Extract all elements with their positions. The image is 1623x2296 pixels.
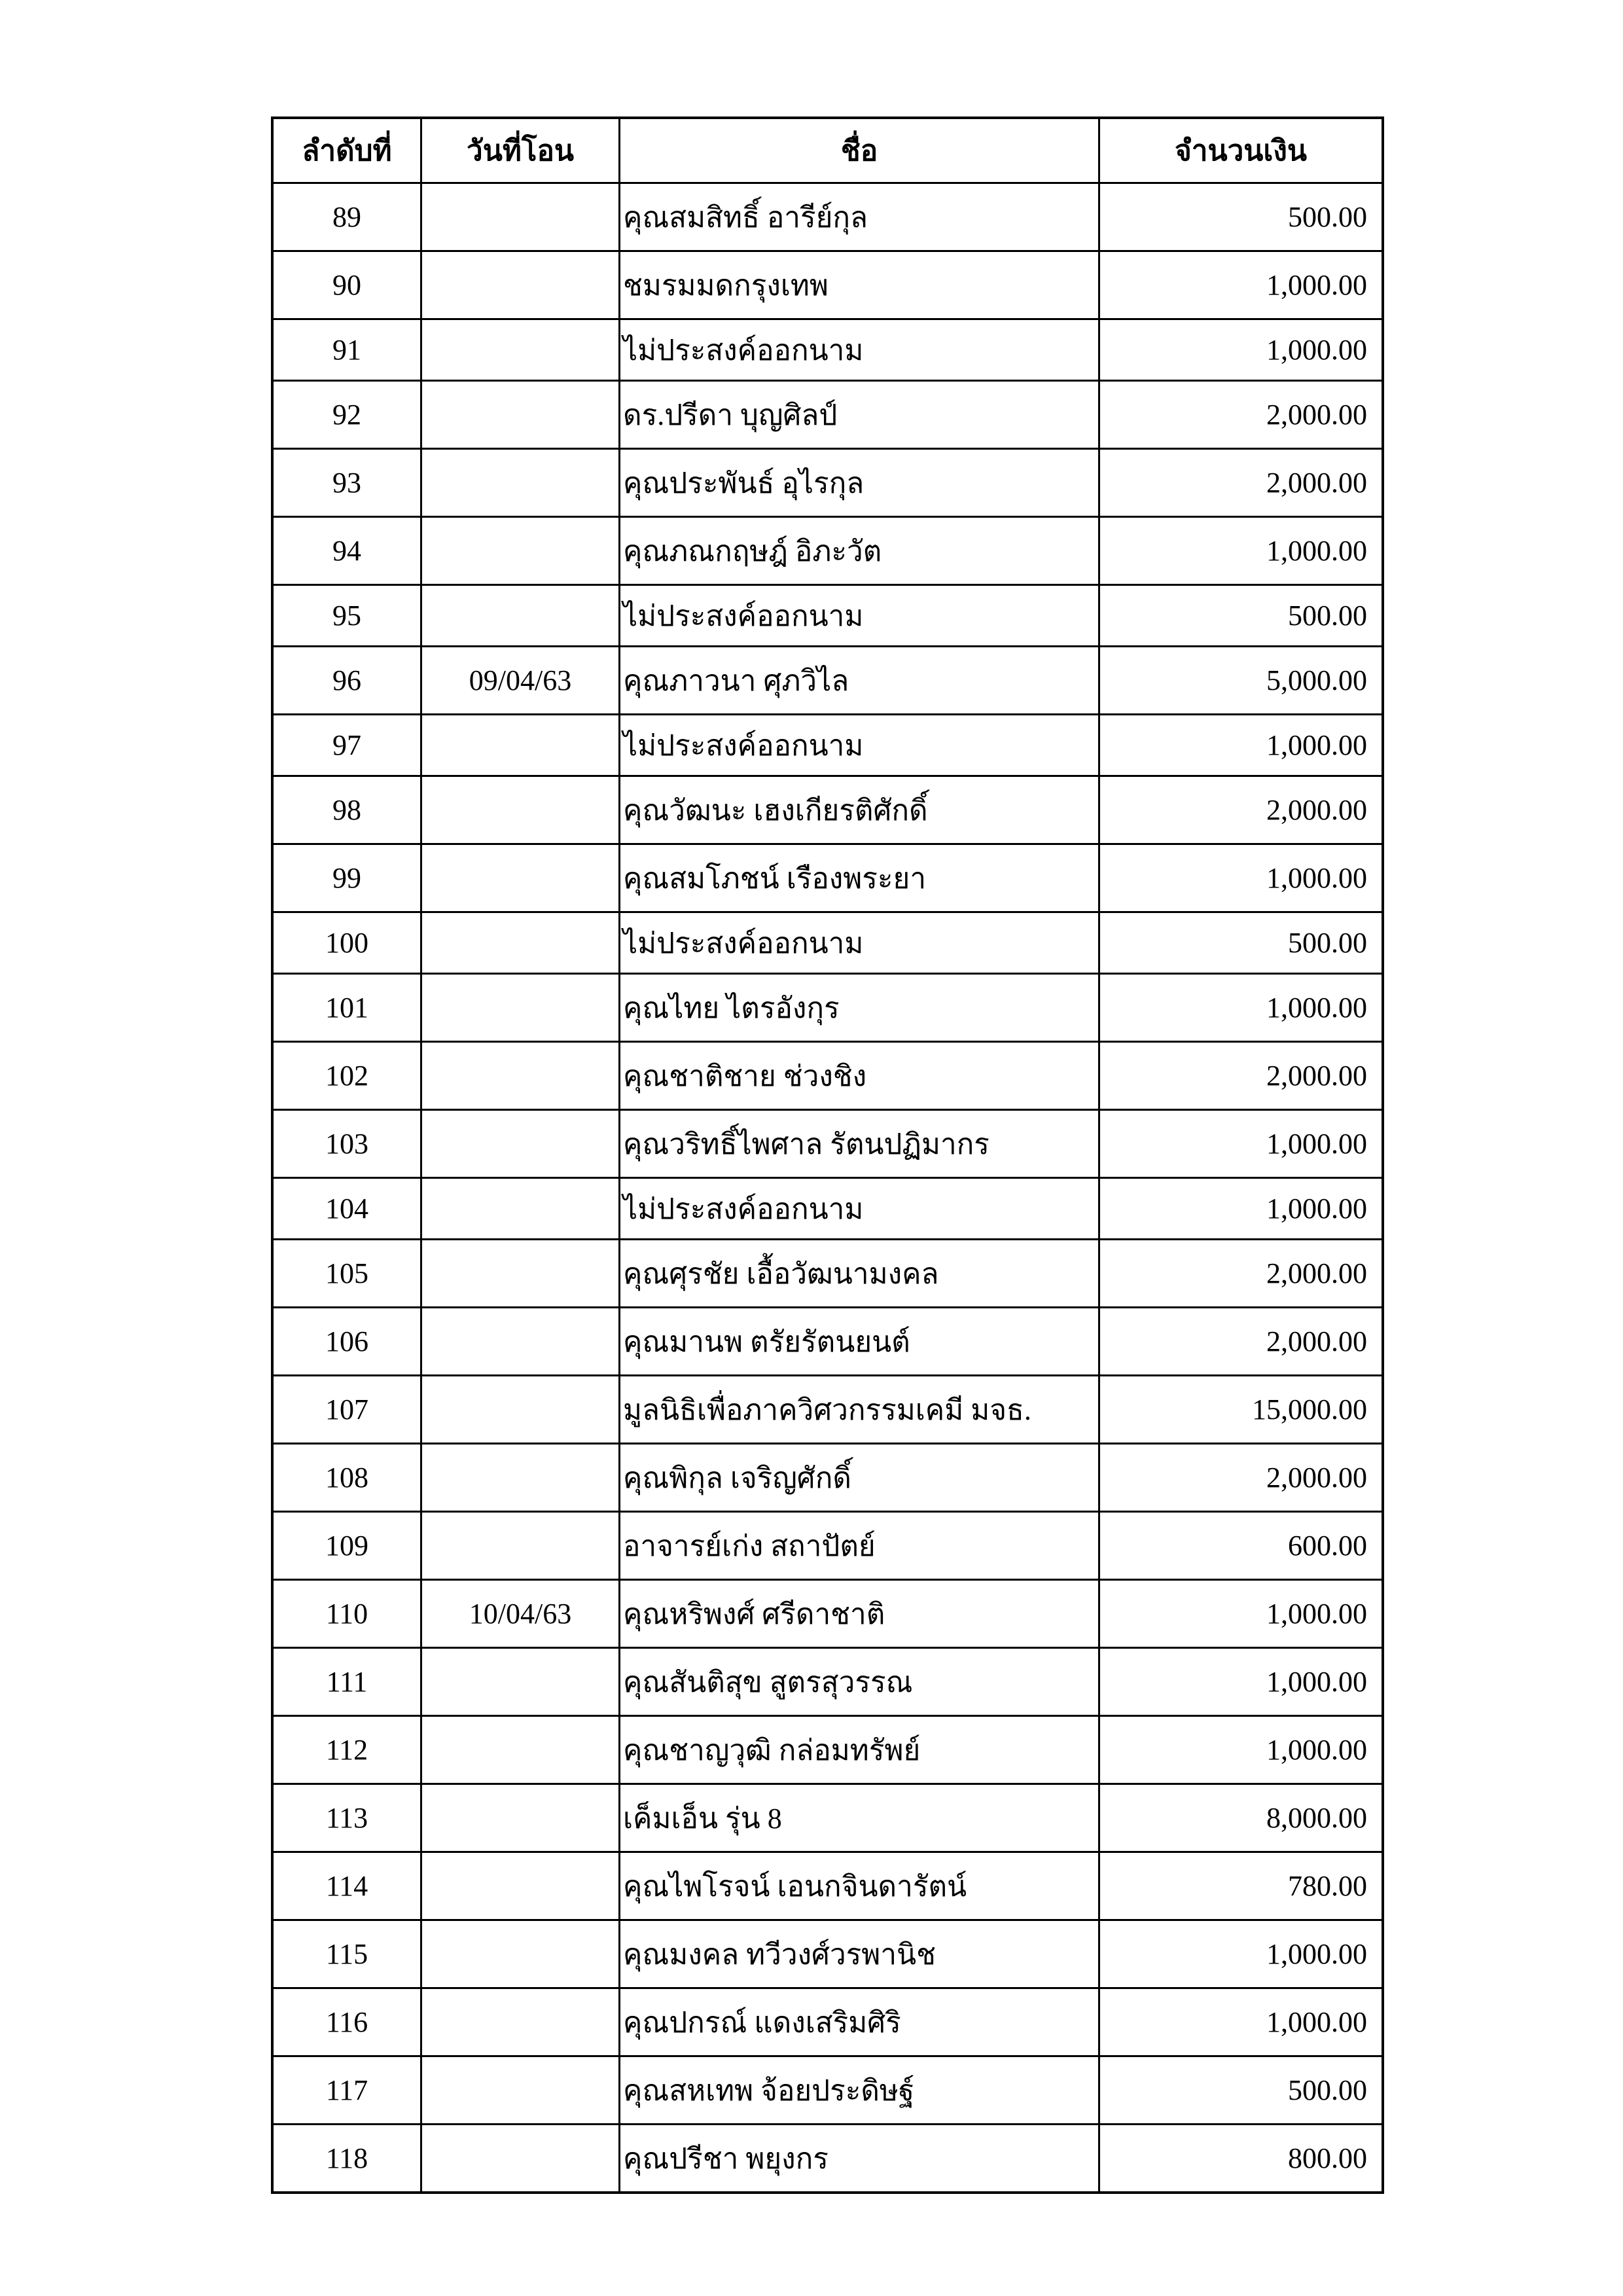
row-transfer-date <box>421 1988 620 2056</box>
row-donor-name: คุณมานพ ตรัยรัตนยนต์ <box>620 1308 1099 1376</box>
row-donor-name: คุณศุรชัย เอื้อวัฒนามงคล <box>620 1240 1099 1308</box>
row-donor-name: เค็มเอ็น รุ่น 8 <box>620 1784 1099 1852</box>
row-sequence-number: 103 <box>272 1110 421 1178</box>
table-row <box>272 517 1383 585</box>
table-row <box>272 1580 1383 1648</box>
row-transfer-date <box>421 1852 620 1920</box>
row-sequence-number: 93 <box>272 449 421 517</box>
row-sequence-number: 107 <box>272 1376 421 1444</box>
table-row <box>272 974 1383 1042</box>
row-amount: 1,000.00 <box>1099 1988 1383 2056</box>
table-row <box>272 449 1383 517</box>
row-amount: 1,000.00 <box>1099 715 1383 776</box>
header-transfer-date: วันที่โอน <box>421 118 620 183</box>
row-sequence-number: 98 <box>272 776 421 844</box>
row-transfer-date <box>421 585 620 647</box>
row-amount: 1,000.00 <box>1099 251 1383 319</box>
row-amount: 800.00 <box>1099 2125 1383 2193</box>
table-row <box>272 1716 1383 1784</box>
row-transfer-date <box>421 381 620 449</box>
row-amount: 1,000.00 <box>1099 1580 1383 1648</box>
row-sequence-number: 89 <box>272 183 421 251</box>
row-amount: 1,000.00 <box>1099 1178 1383 1240</box>
row-sequence-number: 101 <box>272 974 421 1042</box>
row-amount: 1,000.00 <box>1099 974 1383 1042</box>
row-sequence-number: 118 <box>272 2125 421 2193</box>
row-donor-name: คุณประพันธ์ อุไรกุล <box>620 449 1099 517</box>
table-row <box>272 1110 1383 1178</box>
row-donor-name: คุณวริทธิ์ไพศาล รัตนปฏิมากร <box>620 1110 1099 1178</box>
row-transfer-date <box>421 912 620 974</box>
table-row <box>272 1648 1383 1716</box>
table-row <box>272 2056 1383 2125</box>
table-row <box>272 1852 1383 1920</box>
row-transfer-date <box>421 1240 620 1308</box>
row-sequence-number: 110 <box>272 1580 421 1648</box>
row-donor-name: คุณหริพงศ์ ศรีดาชาติ <box>620 1580 1099 1648</box>
row-amount: 2,000.00 <box>1099 776 1383 844</box>
row-donor-name: คุณชาญวุฒิ กล่อมทรัพย์ <box>620 1716 1099 1784</box>
row-amount: 1,000.00 <box>1099 1716 1383 1784</box>
row-donor-name: อาจารย์เก่ง สถาปัตย์ <box>620 1512 1099 1580</box>
row-sequence-number: 115 <box>272 1920 421 1988</box>
row-amount: 1,000.00 <box>1099 1110 1383 1178</box>
row-transfer-date <box>421 1178 620 1240</box>
row-amount: 8,000.00 <box>1099 1784 1383 1852</box>
table-header-row <box>272 118 1383 183</box>
row-transfer-date <box>421 251 620 319</box>
row-transfer-date: 09/04/63 <box>421 647 620 715</box>
row-amount: 780.00 <box>1099 1852 1383 1920</box>
row-sequence-number: 104 <box>272 1178 421 1240</box>
table-row <box>272 715 1383 776</box>
row-transfer-date <box>421 1512 620 1580</box>
row-sequence-number: 105 <box>272 1240 421 1308</box>
row-amount: 15,000.00 <box>1099 1376 1383 1444</box>
row-sequence-number: 106 <box>272 1308 421 1376</box>
row-transfer-date <box>421 1042 620 1110</box>
row-sequence-number: 102 <box>272 1042 421 1110</box>
row-transfer-date <box>421 1110 620 1178</box>
row-transfer-date <box>421 1648 620 1716</box>
table-row <box>272 912 1383 974</box>
row-transfer-date <box>421 2125 620 2193</box>
row-amount: 2,000.00 <box>1099 1240 1383 1308</box>
row-sequence-number: 109 <box>272 1512 421 1580</box>
table-row <box>272 1784 1383 1852</box>
table-row <box>272 1178 1383 1240</box>
row-sequence-number: 113 <box>272 1784 421 1852</box>
row-donor-name: คุณสมสิทธิ์ อารีย์กุล <box>620 183 1099 251</box>
row-sequence-number: 97 <box>272 715 421 776</box>
row-transfer-date <box>421 974 620 1042</box>
row-transfer-date <box>421 183 620 251</box>
row-amount: 5,000.00 <box>1099 647 1383 715</box>
row-transfer-date <box>421 319 620 381</box>
row-sequence-number: 90 <box>272 251 421 319</box>
donation-table <box>271 117 1384 2194</box>
row-transfer-date <box>421 2056 620 2125</box>
table-row <box>272 647 1383 715</box>
row-amount: 2,000.00 <box>1099 1308 1383 1376</box>
row-amount: 1,000.00 <box>1099 1920 1383 1988</box>
row-sequence-number: 100 <box>272 912 421 974</box>
header-sequence-number: ลำดับที่ <box>272 118 421 183</box>
table-row <box>272 776 1383 844</box>
row-transfer-date <box>421 1444 620 1512</box>
table-row <box>272 1988 1383 2056</box>
row-transfer-date <box>421 1716 620 1784</box>
row-donor-name: ไม่ประสงค์ออกนาม <box>620 912 1099 974</box>
table-row <box>272 2125 1383 2193</box>
row-donor-name: คุณสมโภชน์ เรืองพระยา <box>620 844 1099 912</box>
row-transfer-date <box>421 776 620 844</box>
row-sequence-number: 92 <box>272 381 421 449</box>
row-donor-name: คุณสหเทพ จ้อยประดิษฐ์ <box>620 2056 1099 2125</box>
row-sequence-number: 116 <box>272 1988 421 2056</box>
row-donor-name: ไม่ประสงค์ออกนาม <box>620 585 1099 647</box>
row-donor-name: ไม่ประสงค์ออกนาม <box>620 1178 1099 1240</box>
table-row <box>272 1920 1383 1988</box>
row-sequence-number: 99 <box>272 844 421 912</box>
row-amount: 2,000.00 <box>1099 1444 1383 1512</box>
row-sequence-number: 94 <box>272 517 421 585</box>
table-body <box>272 183 1383 2193</box>
row-donor-name: คุณวัฒนะ เฮงเกียรติศักดิ์ <box>620 776 1099 844</box>
row-amount: 2,000.00 <box>1099 449 1383 517</box>
row-transfer-date <box>421 1308 620 1376</box>
table-row <box>272 1042 1383 1110</box>
row-donor-name: คุณไพโรจน์ เอนกจินดารัตน์ <box>620 1852 1099 1920</box>
row-donor-name: คุณพิกุล เจริญศักดิ์ <box>620 1444 1099 1512</box>
row-donor-name: คุณสันติสุข สูตรสุวรรณ <box>620 1648 1099 1716</box>
row-transfer-date <box>421 1920 620 1988</box>
row-donor-name: ไม่ประสงค์ออกนาม <box>620 319 1099 381</box>
row-transfer-date <box>421 1784 620 1852</box>
table-row <box>272 585 1383 647</box>
table-row <box>272 251 1383 319</box>
row-sequence-number: 111 <box>272 1648 421 1716</box>
row-donor-name: คุณภณกฤษฎ์ อิภะวัต <box>620 517 1099 585</box>
row-sequence-number: 91 <box>272 319 421 381</box>
table-row <box>272 381 1383 449</box>
row-donor-name: ไม่ประสงค์ออกนาม <box>620 715 1099 776</box>
row-donor-name: คุณภาวนา ศุภวิไล <box>620 647 1099 715</box>
row-donor-name: คุณชาติชาย ช่วงชิง <box>620 1042 1099 1110</box>
header-name: ชื่อ <box>620 118 1099 183</box>
row-transfer-date <box>421 844 620 912</box>
row-amount: 1,000.00 <box>1099 1648 1383 1716</box>
row-amount: 500.00 <box>1099 183 1383 251</box>
row-sequence-number: 112 <box>272 1716 421 1784</box>
row-sequence-number: 108 <box>272 1444 421 1512</box>
row-amount: 1,000.00 <box>1099 517 1383 585</box>
header-amount: จำนวนเงิน <box>1099 118 1383 183</box>
row-donor-name: ดร.ปรีดา บุญศิลป์ <box>620 381 1099 449</box>
row-amount: 500.00 <box>1099 912 1383 974</box>
row-donor-name: คุณปกรณ์ แดงเสริมศิริ <box>620 1988 1099 2056</box>
row-donor-name: ชมรมมดกรุงเทพ <box>620 251 1099 319</box>
row-sequence-number: 96 <box>272 647 421 715</box>
row-transfer-date <box>421 715 620 776</box>
table-row <box>272 1376 1383 1444</box>
row-sequence-number: 117 <box>272 2056 421 2125</box>
row-amount: 500.00 <box>1099 585 1383 647</box>
row-amount: 1,000.00 <box>1099 319 1383 381</box>
table-row <box>272 319 1383 381</box>
row-donor-name: คุณไทย ไตรอังกุร <box>620 974 1099 1042</box>
row-amount: 600.00 <box>1099 1512 1383 1580</box>
row-donor-name: มูลนิธิเพื่อภาควิศวกรรมเคมี มจธ. <box>620 1376 1099 1444</box>
row-amount: 2,000.00 <box>1099 381 1383 449</box>
row-transfer-date: 10/04/63 <box>421 1580 620 1648</box>
row-amount: 1,000.00 <box>1099 844 1383 912</box>
row-transfer-date <box>421 1376 620 1444</box>
table-row <box>272 1308 1383 1376</box>
row-transfer-date <box>421 517 620 585</box>
table-row <box>272 1240 1383 1308</box>
row-sequence-number: 95 <box>272 585 421 647</box>
row-amount: 2,000.00 <box>1099 1042 1383 1110</box>
table-row <box>272 1512 1383 1580</box>
row-donor-name: คุณมงคล ทวีวงศ์วรพานิช <box>620 1920 1099 1988</box>
row-sequence-number: 114 <box>272 1852 421 1920</box>
row-transfer-date <box>421 449 620 517</box>
row-donor-name: คุณปรีชา พยุงกร <box>620 2125 1099 2193</box>
table-row <box>272 844 1383 912</box>
table-row <box>272 1444 1383 1512</box>
table-row <box>272 183 1383 251</box>
row-amount: 500.00 <box>1099 2056 1383 2125</box>
